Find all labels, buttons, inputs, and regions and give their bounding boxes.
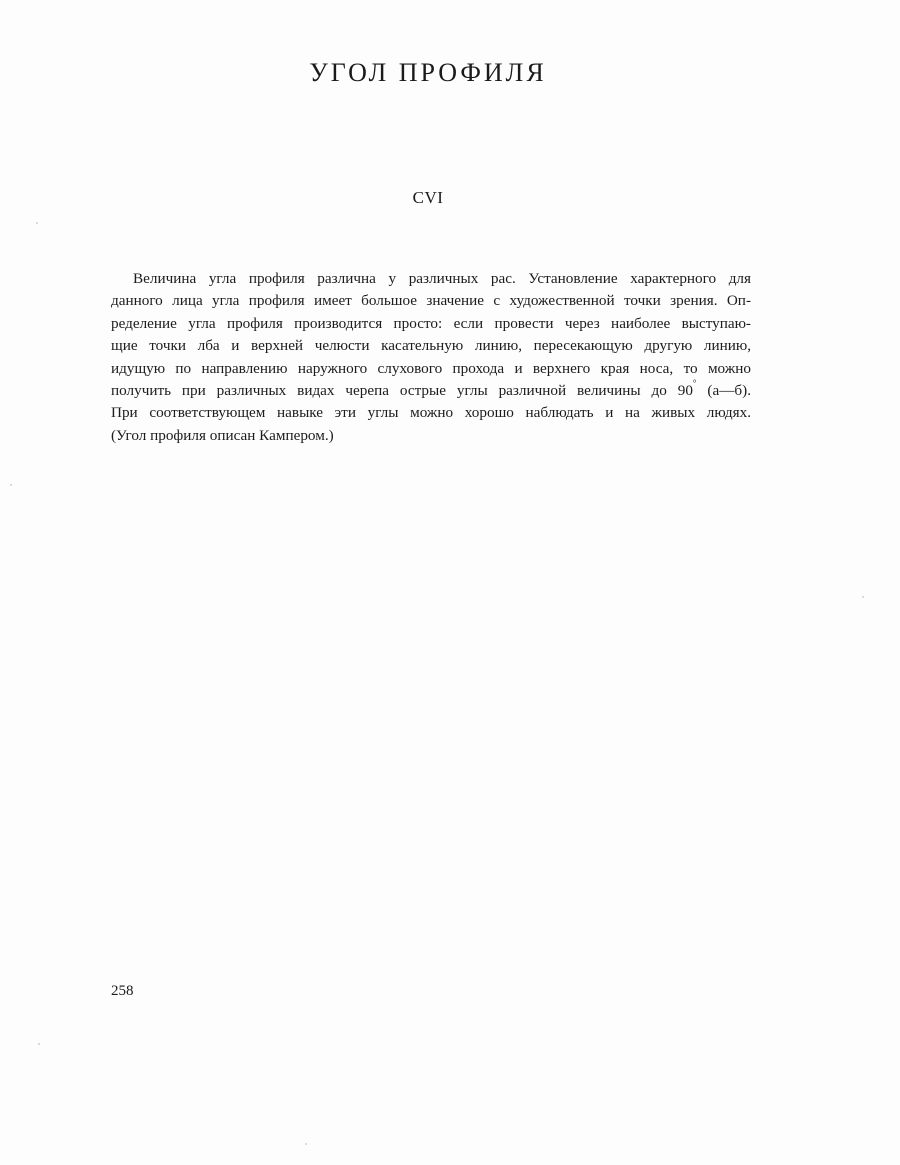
paragraph-line: данного лица угла профиля имеет большое значение с художественной точки зрения. Оп- (111, 292, 751, 310)
degree-line-tail: (а—б). (696, 382, 751, 400)
scan-speck (38, 1043, 40, 1045)
paragraph-line: Величина угла профиля различна у различных рас. Установление характерного для (133, 270, 751, 287)
page-number: 258 (111, 983, 134, 999)
degree-sign: ° (692, 378, 697, 389)
section-number: CVI (412, 188, 444, 207)
scan-speck (36, 222, 38, 224)
degree-line-text: получить при различных видах черепа острые углы различной величины до 90 (111, 382, 693, 400)
scan-speck (305, 1143, 307, 1145)
paragraph-line: щие точки лба и верхней челюсти касательную линию, пересекающую другую линию, (111, 337, 751, 355)
scan-speck (10, 484, 12, 486)
page-title: УГОЛ ПРОФИЛЯ (309, 58, 547, 87)
scan-speck (862, 596, 864, 598)
body-paragraph (111, 268, 751, 447)
paragraph-line: идущую по направлению наружного слухового прохода и верхнего края носа, то можно (111, 359, 751, 377)
paragraph-line-degree (111, 380, 751, 402)
paragraph-line: При соответствующем навыке эти углы можно хорошо наблюдать и на живых людях. (111, 404, 751, 422)
paragraph-line: (Угол профиля описан Кампером.) (111, 426, 334, 444)
paragraph-line: ределение угла профиля производится просто: если провести через наиболее выступаю- (111, 314, 751, 332)
